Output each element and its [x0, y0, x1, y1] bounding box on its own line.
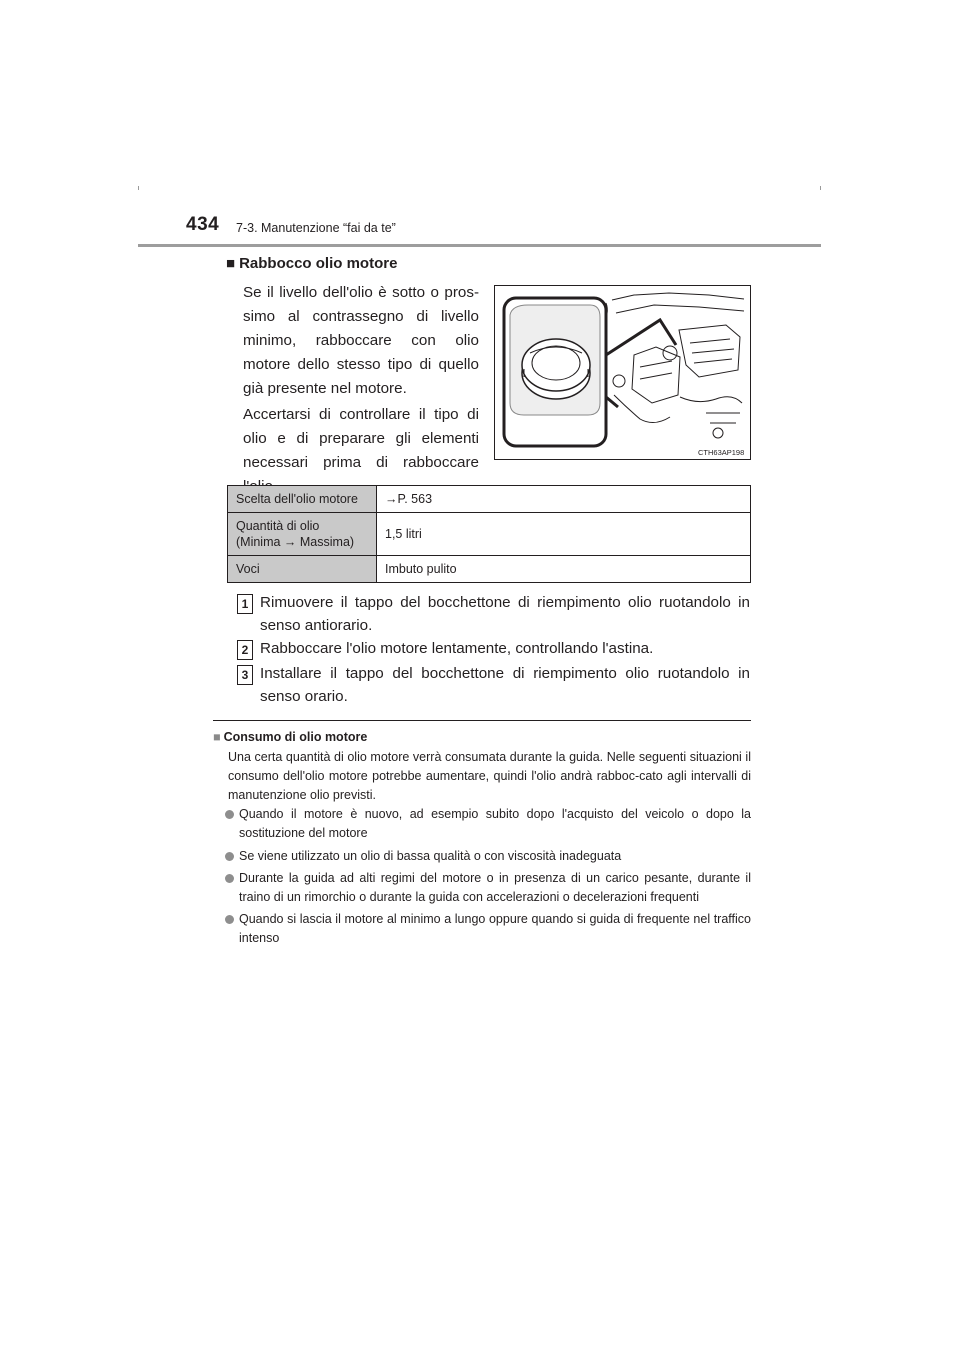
step-number: 2 [237, 640, 253, 660]
step-item [237, 640, 751, 664]
instruction-paragraph-1: Se il livello dell'olio è sotto o pros-simo al contrassegno di livello minimo, rabboccare con olio motore dello stesso tipo di quello già presente nel motore. [243, 284, 479, 397]
table-value: →P. 563 [377, 486, 751, 513]
table-label [228, 513, 377, 556]
section-title: 7-3. Manutenzione “fai da te” [236, 221, 396, 235]
step-text: Rimuovere il tappo del bocchettone di riempimento olio ruotandolo in senso antiorario. [260, 594, 750, 634]
list-item-text: Se viene utilizzato un olio di bassa qualità o con viscosità inadeguata [239, 849, 622, 863]
list-item-text: Quando il motore è nuovo, ad esempio subito dopo l'acquisto del veicolo o dopo la sostituzione del motore [239, 807, 751, 840]
step-item [237, 594, 751, 640]
table-row [228, 513, 751, 556]
page-number: 434 [186, 214, 220, 235]
table-label: Scelta dell'olio motore [228, 486, 377, 513]
list-item-text: Quando si lascia il motore al minimo a lungo oppure quando si guida di frequente nel traffico intenso [239, 912, 751, 945]
header-rule [138, 244, 821, 247]
notes-heading-text: Consumo di olio motore [223, 730, 368, 744]
notes-divider [213, 720, 751, 721]
image-code-label: CTH63AP198 [698, 448, 745, 457]
crop-mark-right [820, 186, 821, 190]
section-heading [226, 255, 397, 272]
step-item [237, 665, 751, 711]
table-label: Voci [228, 556, 377, 583]
step-number: 1 [237, 594, 253, 614]
list-item-text: Durante la guida ad alti regimi del motore o in presenza di un carico pesante, durante il traino di un rimorchio o durante la guida con accelerazioni o decelerazioni frequenti [239, 871, 751, 904]
bullet-dot-icon [225, 915, 234, 924]
oil-info-table [227, 485, 751, 583]
table-label-line: Quantità di olio [236, 519, 320, 533]
step-number: 3 [237, 665, 253, 685]
table-label-line: (Minima → Massima) [236, 535, 355, 549]
bullet-dot-icon [225, 852, 234, 861]
oil-filler-cap-illustration [494, 285, 751, 460]
heading-text: Rabbocco olio motore [239, 255, 398, 272]
notes-intro: Una certa quantità di olio motore verrà consumata durante la guida. Nelle seguenti situazioni il consumo dell'olio motore potrebbe aumentare, quindi l'olio andrà rabboc-cato agli intervalli di manutenzione olio previsti. [228, 750, 751, 802]
step-text: Installare il tappo del bocchettone di riempimento olio ruotandolo in senso orario. [260, 665, 750, 705]
notes-heading [213, 730, 367, 744]
bullet-dot-icon [225, 810, 234, 819]
table-row [228, 486, 751, 513]
table-row [228, 556, 751, 583]
table-value: Imbuto pulito [377, 556, 751, 583]
table-value: 1,5 litri [377, 513, 751, 556]
instruction-paragraph-2: Accertarsi di controllare il tipo di olio e di preparare gli elementi necessari prima di rabboccare [243, 406, 479, 471]
notes-heading-marker: ■ [213, 730, 221, 744]
step-text: Rabboccare l'olio motore lentamente, controllando l'astina. [260, 640, 654, 657]
bullet-dot-icon [225, 874, 234, 883]
heading-marker: ■ [226, 255, 236, 272]
crop-mark-left [138, 186, 139, 190]
